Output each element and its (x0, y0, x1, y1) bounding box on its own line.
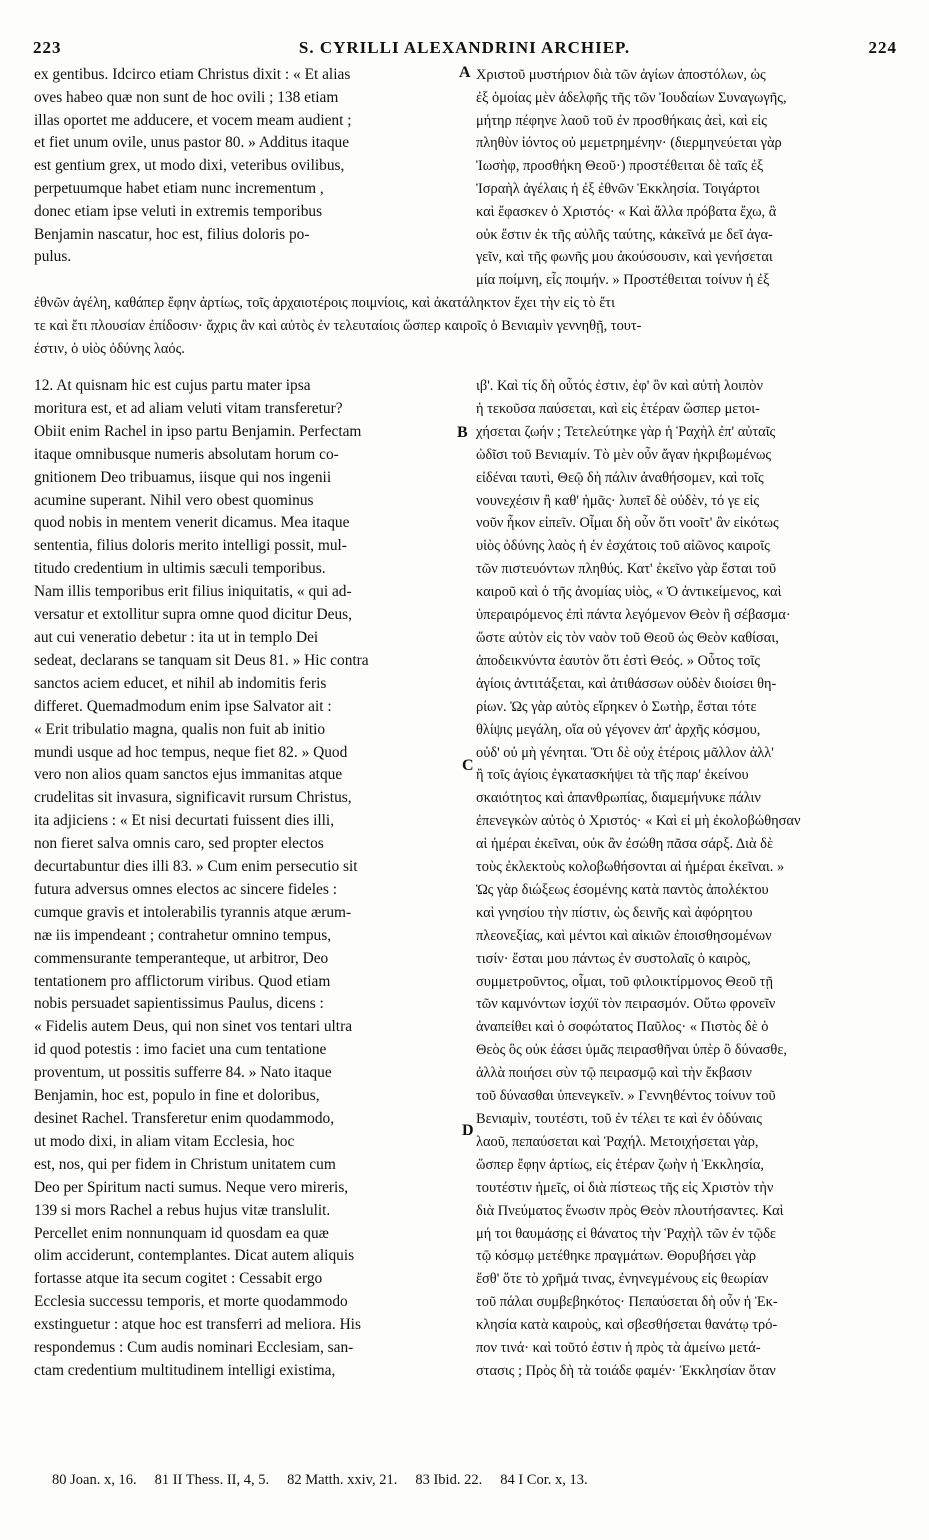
greek-text-line: μήτηρ πέφηνε λαοῦ τοῦ ἐν προσθήκαις ἀεὶ, καὶ εἰς (476, 112, 767, 129)
margin-letter-b: B (457, 424, 468, 441)
greek-text-line: ιβ'. Καὶ τίς δὴ οὗτός ἐστιν, ἐφ' ὃν καὶ αὐτὴ λοιπὸν (476, 378, 764, 394)
greek-text-line: εἰδέναι ταυτὶ, Θεῷ δὴ πάλιν ἀναθήσομεν, καὶ τοῖς (476, 469, 764, 486)
footnote: 83 Ibid. 22. (415, 1472, 483, 1488)
greek-text-line: Ὡς γὰρ διώξεως ἐσομένης κατὰ παντὸς ἀπολέκτου (476, 881, 769, 898)
latin-text-line: mundi usque ad hoc tempus, neque fiet 82. » Quod (34, 743, 348, 761)
greek-text-line: τῷ κόσμῳ μετέθηκε πραγμάτων. Θορυβήσει γὰρ (476, 1248, 757, 1265)
greek-text-line: ἢ τοῖς ἁγίοις ἐγκατασκήψει τὰ τῆς παρ' ἐκείνου (476, 767, 749, 784)
greek-text-line: πον τινά· καὶ τοῦτό ἐστιν ἡ πρὸς τὰ ἀμείνω μετά- (476, 1340, 761, 1357)
margin-letter-c: C (462, 757, 474, 774)
greek-text-line: ὥστε αὐτὸν εἰς τὸν ναὸν τοῦ Θεοῦ ὡς Θεὸν καθίσαι, (476, 629, 779, 646)
latin-text-line: Ecclesia successu temporis, et morte quodammodo (34, 1293, 348, 1311)
greek-text-line: συμμετροῦντος, οἶμαι, τοῦ φιλοικτίρμονος Θεοῦ τῇ (476, 973, 773, 990)
latin-text-line: desinet Rachel. Transferetur enim quodammodo, (34, 1110, 335, 1127)
latin-text-line: Percellet enim nonnunquam id quosdam ea quæ (34, 1224, 329, 1242)
latin-text-line: Deo per Spiritum nacti sumus. Neque vero mireris, (34, 1178, 349, 1196)
greek-text-line: νοῦν ἧκον εἰπεῖν. Οἶμαι δὴ οὖν ὅτι νοοῖτ' ἂν εἰκότως (476, 515, 779, 532)
greek-text-line: καιροῦ καὶ ὁ τῆς ἀνομίας υἱὸς, « Ὁ ἀντικείμενος, καὶ (476, 584, 782, 601)
latin-text-line: aut cui veneratio debetur : ita ut in templo Dei (34, 628, 319, 646)
margin-letter-d: D (462, 1122, 474, 1139)
latin-text-line: illas oportet me adducere, et vocem meam audient ; (34, 111, 352, 129)
latin-text-line: cumque gravis et intolerabilis tyrannis atque ærum- (34, 903, 352, 921)
latin-text-line: Obiit enim Rachel in ipso partu Benjamin. Perfectam (34, 422, 362, 440)
footnotes (52, 1472, 912, 1489)
margin-letter-a: A (459, 64, 471, 81)
greek-text-line: υἱὸς ὀδύνης λαὸς ἡ ἐν ἐσχάτοις τοῦ αἰῶνος καιροῖς (476, 538, 770, 555)
latin-text-line: exstinguetur : atque hoc est transferri ad meliora. His (34, 1316, 361, 1334)
latin-text-line: ut modo dixi, in aliam vitam Ecclesia, hoc (34, 1132, 295, 1150)
greek-text-line: τοῦ πάλαι συμβεβηκότος· Πεπαύσεται δὴ οὖν ἡ Ἐκ- (476, 1294, 778, 1311)
latin-text-line: gnitionem Deo tribuamus, iisque qui nos ingenii (34, 468, 332, 486)
greek-text-line: διὰ Πνεύματος ἕνωσιν πρὸς Θεὸν πλουτήσαντες. Καὶ (476, 1202, 784, 1219)
latin-text-line: sententia, filius doloris merito intelligi possit, mul- (34, 537, 347, 555)
latin-text-line: oves habeo quæ non sunt de hoc ovili ; 138 etiam (34, 88, 339, 106)
greek-text-line: οὐδ' οὐ μὴ γένηται. Ὅτι δὲ οὐχ ἑτέροις μᾶλλον ἀλλ' (476, 744, 774, 761)
greek-text-line: πληθὺν ἰόντος οὐ μεμετρημένην· (διερμηνεύεται γὰρ (476, 135, 782, 152)
greek-text-line: ἀλλὰ ποιήσει σὺν τῷ πειρασμῷ καὶ τὴν ἔκβασιν (476, 1065, 752, 1082)
latin-text-line: titudo credentium in ultimis sæculi temporibus. (34, 560, 326, 578)
latin-column-top (34, 64, 460, 269)
latin-text-line: donec etiam ipse veluti in extremis temporibus (34, 202, 323, 220)
greek-column-main (476, 375, 894, 1383)
latin-text-line: non fieret salva omnis caro, sed propter electos (34, 835, 324, 853)
latin-text-line: moritura est, et ad aliam veluti vitam transferetur? (34, 399, 343, 417)
greek-text-line: οὐκ ἔστιν ἐκ τῆς αὐλῆς ταύτης, κἀκεῖνά με δεῖ ἀγα- (476, 226, 773, 243)
latin-text-line: fortasse atque ita secum cogitet : Cessabit ergo (34, 1270, 323, 1288)
greek-text-line: μή τοι θαυμάσῃς εἰ θάνατος τὴν Ῥαχὴλ τῶν ἐν τῷδε (476, 1225, 776, 1242)
latin-text-line: acumine superant. Nihil vero obest quominus (34, 491, 314, 509)
greek-text-line: τοὺς ἐκλεκτοὺς κολοβωθήσονται αἱ ἡμέραι ἐκεῖναι. » (476, 859, 785, 876)
greek-text-line: ἀποδεικνύντα ἑαυτὸν ὅτι ἐστὶ Θεός. » Οὗτος τοῖς (476, 652, 760, 669)
latin-text-line: vero non alios quam sanctos ejus immanitas atque (34, 766, 343, 784)
latin-text-line: sanctos aciem educet, et nihil ab indomitis feris (34, 674, 327, 692)
greek-column-top (476, 64, 894, 292)
greek-text-line: ἀναπείθει καὶ ὁ σοφώτατος Παῦλος· « Πιστὸς δὲ ὁ (476, 1019, 769, 1036)
greek-text-line: κλησία κατὰ καιροὺς, καὶ σβεσθήσεται θανάτῳ τρό- (476, 1317, 778, 1334)
greek-text-line: τισίν· ἔσται μου πάντως ἐν συστολαῖς ὁ καιρὸς, (476, 950, 751, 967)
greek-text-line: τε καὶ ἔτι πλουσίαν ἐπίδοσιν· ἄχρις ἂν καὶ αὐτὸς ἐν τελευταίοις ὥσπερ καιροῖς ὁ Βενιαμὶν γεννηθῇ, τουτ- (34, 317, 642, 334)
greek-text-line: μία ποίμνη, εἷς ποιμήν. » Προστέθειται τοίνυν ἡ ἐξ (476, 272, 770, 289)
latin-text-line: ita adjiciens : « Et nisi decurtati fuissent dies illi, (34, 812, 335, 830)
footnote: 81 II Thess. II, 4, 5. (154, 1472, 270, 1488)
greek-text-line: τῶν καμνόντων ἰσχύϊ τὸν πειρασμόν. Οὕτω φρονεῖν (476, 996, 776, 1013)
latin-text-line: futura adversus omnes electos ac sincere fideles : (34, 880, 337, 898)
greek-text-line: Ἰσραὴλ ἀγέλαις ἡ ἐξ ἐθνῶν Ἐκκλησία. Τοιγάρτοι (476, 180, 760, 197)
latin-text-line: sedeat, declarans se tanquam sit Deus 81. » Hic contra (34, 651, 369, 669)
latin-text-line: itaque omnibusque numeris absolutam horum co- (34, 445, 339, 463)
footnote: 82 Matth. xxiv, 21. (287, 1472, 398, 1488)
greek-text-line: γεῖν, καὶ τῆς φωνῆς μου ἀκούσουσιν, καὶ γενήσεται (476, 249, 773, 266)
greek-text-line: καὶ ἔφασκεν ὁ Χριστός· « Καὶ ἄλλα πρόβατα ἔχω, ἃ (476, 203, 777, 220)
greek-text-line: τῶν πιστευόντων πληθύς. Κατ' ἐκεῖνο γὰρ ἔσται τοῦ (476, 561, 777, 578)
latin-text-line: « Erit tribulatio magna, qualis non fuit ab initio (34, 720, 326, 738)
greek-text-line: ὑπεραιρόμενος ἐπὶ πάντα λεγόμενον Θεὸν ἢ σέβασμα· (476, 607, 791, 624)
greek-text-line: αἱ ἡμέραι ἐκεῖναι, οὐκ ἂν ἐσώθη πᾶσα σάρξ. Διὰ δὲ (476, 836, 773, 853)
greek-text-line: ἐθνῶν ἀγέλη, καθάπερ ἔφην ἀρτίως, τοῖς ἀρχαιοτέροις ποιμνίοις, καὶ ἀκατάληκτον ἔχει τὴν εἰς τὸ ἔτι (34, 295, 615, 311)
latin-text-line: crudelitas sit invasura, significavit rursum Christus, (34, 789, 352, 807)
greek-text-line: τοῦ δύνασθαι ὑπενεγκεῖν. » Γεννηθέντος τοίνυν τοῦ (476, 1088, 776, 1105)
right-page-number: 224 (868, 38, 897, 57)
latin-text-line: perpetuumque habet etiam nunc incrementum , (34, 179, 324, 197)
greek-text-line: Ἰωσὴφ, προσθήκη Θεοῦ·) προστέθειται δὲ ταῖς ἐξ (476, 158, 764, 175)
greek-text-line: ἐπενεγκὼν αὐτὸς ὁ Χριστός· « Καὶ εἰ μὴ ἐκολοβώθησαν (476, 813, 801, 830)
latin-text-line: est, nos, qui per fidem in Christum unitatem cum (34, 1155, 336, 1173)
greek-text-line: καὶ γνησίου τὴν πίστιν, ὡς δεινῆς καὶ ἀφόρητου (476, 904, 753, 921)
greek-text-line: ρίων. Ὡς γὰρ αὐτὸς εἴρηκεν ὁ Σωτὴρ, ἔσται τότε (476, 698, 757, 715)
latin-text-line: proventum, ut possitis sufferre 84. » Nato itaque (34, 1064, 332, 1082)
latin-text-line: id quod potestis : imo faciet una cum tentatione (34, 1041, 327, 1059)
greek-full-width-paragraph (34, 292, 894, 360)
latin-text-line: 12. At quisnam hic est cujus partu mater ipsa (34, 377, 311, 394)
greek-text-line: χήσεται ζωήν ; Τετελεύτηκε γὰρ ἡ Ῥαχὴλ ἐπ' αὐταῖς (476, 423, 776, 440)
footnote: 84 I Cor. x, 13. (500, 1472, 588, 1488)
greek-text-line: ἡ τεκοῦσα παύσεται, καὶ εἰς ἑτέραν ὥσπερ μετοι- (476, 400, 760, 417)
greek-text-line: πλεονεξίας, καὶ μέντοι καὶ αἰκιῶν ἐποισθησομένων (476, 927, 772, 944)
latin-text-line: ctam credentium multitudinem intelligi existima, (34, 1361, 336, 1379)
greek-text-line: ὥσπερ ἔφην ἀρτίως, εἰς ἑτέραν ζωὴν ἡ Ἐκκλησία, (476, 1156, 765, 1173)
latin-text-line: tentationem pro afflictorum viribus. Quod etiam (34, 972, 331, 990)
latin-text-line: pulus. (34, 248, 72, 266)
latin-text-line: « Fidelis autem Deus, qui non sinet vos tentari ultra (34, 1018, 353, 1036)
latin-text-line: næ iis impendeant ; contrahetur omnino tempus, (34, 926, 332, 944)
latin-text-line: ex gentibus. Idcirco etiam Christus dixit : « Et alias (34, 66, 351, 83)
latin-text-line: versatur et extollitur supra omne quod dicitur Deus, (34, 606, 352, 624)
greek-text-line: σκαιότητος καὶ ἀπανθρωπίας, διαμεμήνυκε πάλιν (476, 790, 761, 807)
greek-text-line: λαοῦ, πεπαύσεται καὶ Ῥαχήλ. Μετοιχήσεται γὰρ, (476, 1133, 759, 1150)
latin-text-line: Benjamin, hoc est, populo in fine et doloribus, (34, 1087, 320, 1105)
latin-text-line: quod nobis in mentem venerit dicamus. Mea itaque (34, 514, 350, 532)
latin-text-line: olim acciderunt, contemplantes. Dicat autem aliquis (34, 1247, 355, 1265)
greek-text-line: τουτέστιν ἡμεῖς, οἱ διὰ πίστεως τῆς εἰς Χριστὸν τὴν (476, 1179, 774, 1196)
latin-text-line: Nam illis temporibus erit filius iniquitatis, « qui ad- (34, 583, 352, 601)
footnote: 80 Joan. x, 16. (52, 1472, 137, 1488)
latin-column-main (34, 375, 460, 1383)
latin-text-line: est gentium grex, ut modo dixi, veteribus ovilibus, (34, 157, 345, 175)
greek-text-line: Χριστοῦ μυστήριον διὰ τῶν ἁγίων ἀποστόλων, ὡς (476, 67, 766, 83)
greek-text-line: ὠδῖσι τοῦ Βενιαμίν. Τὸ μὲν οὖν ἄγαν ἠκριβωμένως (476, 446, 772, 463)
latin-text-line: respondemus : Cum audis nominari Ecclesiam, san- (34, 1339, 354, 1357)
greek-text-line: Θεὸς ὃς οὐκ ἐάσει ὑμᾶς πειρασθῆναι ὑπὲρ ὃ δύνασθε, (476, 1042, 787, 1059)
greek-text-line: ἁγίοις ἀντιτάξεται, καὶ ἀτιθάσσων οὐδὲν διοίσει θη- (476, 675, 777, 692)
latin-text-line: nobis persuadet sapientissimus Paulus, dicens : (34, 995, 324, 1013)
greek-text-line: στασις ; Πρὸς δὴ τὰ τοιάδε φαμέν· Ἐκκλησίαν ὅταν (476, 1362, 776, 1379)
greek-text-line: ἔσθ' ὅτε τὸ χρῆμά τινας, ἐνηνεγμένους εἰς θεωρίαν (476, 1271, 769, 1288)
latin-text-line: Benjamin nascatur, hoc est, filius doloris po- (34, 225, 310, 243)
latin-text-line: commensurante temperanteque, ut arbitror, Deo (34, 949, 329, 967)
latin-text-line: decurtabuntur dies illi 83. » Cum enim persecutio sit (34, 858, 358, 876)
greek-text-line: νουνεχέσιν ἢ καθ' ἡμᾶς· λυπεῖ δὲ οὐδὲν, τό γε εἰς (476, 492, 760, 509)
left-page-number: 223 (33, 38, 62, 57)
latin-text-line: differet. Quemadmodum enim ipse Salvator ait : (34, 697, 332, 715)
running-title: S. CYRILLI ALEXANDRINI ARCHIEP. (298, 38, 631, 57)
latin-text-line: 139 si mors Rachel a rebus hujus vitæ translulit. (34, 1201, 331, 1219)
greek-text-line: έστιν, ὁ υἱὸς ὀδύνης λαός. (34, 340, 185, 357)
greek-text-line: θλίψις μεγάλη, οἵα οὐ γέγονεν ἀπ' ἀρχῆς κόσμου, (476, 721, 761, 738)
latin-text-line: et fiet unum ovile, unus pastor 80. » Additus itaque (34, 134, 350, 152)
greek-text-line: Βενιαμὶν, τουτέστι, τοῦ ἐν τέλει τε καὶ ἐν ὀδύναις (476, 1111, 762, 1127)
greek-text-line: ἐξ ὁμοίας μὲν ἀδελφῆς τῆς τῶν Ἰουδαίων Συναγωγῆς, (476, 89, 787, 106)
